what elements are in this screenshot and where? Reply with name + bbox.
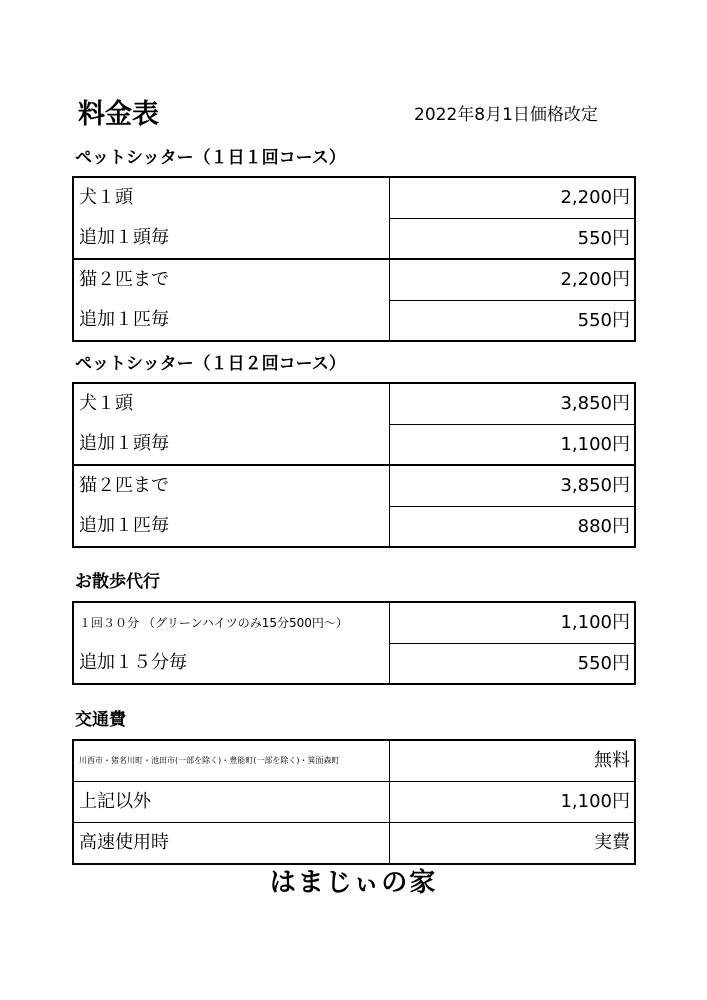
row-label: 川西市・猪名川町・池田市(一部を除く)・豊能町(一部を除く)・箕面森町 [74, 741, 390, 781]
row-price: 550円 [390, 300, 634, 340]
row-label: 猫２匹まで [74, 466, 390, 506]
row-price: 550円 [390, 218, 634, 258]
table-row [74, 300, 634, 340]
table-group-cat [74, 258, 634, 340]
table-row [74, 781, 634, 822]
table-row [74, 178, 634, 218]
page-title: 料金表 [78, 99, 159, 130]
row-price: 3,850円 [560, 393, 630, 414]
table-row [74, 741, 634, 781]
row-label: 追加１頭毎 [74, 218, 390, 258]
section-heading-sitter-twice: ペットシッター（１日２回コース） [75, 354, 346, 374]
section-heading-transport: 交通費 [75, 710, 126, 730]
table-row [74, 466, 634, 506]
row-price: 550円 [390, 643, 634, 683]
row-price: 3,850円 [560, 475, 630, 496]
row-price: 1,100円 [560, 791, 630, 812]
row-label: 追加１匹毎 [74, 300, 390, 340]
table-group-dog [74, 384, 634, 464]
table-row [74, 424, 634, 464]
section-heading-sitter-once: ペットシッター（１日１回コース） [75, 148, 346, 168]
row-price: 1,100円 [390, 424, 634, 464]
row-label: 上記以外 [74, 782, 390, 822]
row-label: 高速使用時 [74, 823, 390, 863]
row-price: 無料 [594, 750, 630, 771]
table-group-transport [74, 741, 634, 863]
row-price: 880円 [390, 506, 634, 546]
price-table-transport [72, 739, 636, 865]
table-row [74, 260, 634, 300]
table-row [74, 643, 634, 683]
table-row [74, 218, 634, 258]
revision-date: 2022年8月1日価格改定 [414, 105, 598, 125]
table-row [74, 603, 634, 643]
row-label: 追加１５分毎 [74, 643, 390, 683]
table-row [74, 384, 634, 424]
table-group-dog [74, 178, 634, 258]
row-label: 犬１頭 [74, 178, 390, 218]
row-label: 猫２匹まで [74, 260, 390, 300]
row-price: 2,200円 [560, 269, 630, 290]
table-group-cat [74, 464, 634, 546]
table-row [74, 506, 634, 546]
table-group-walk [74, 603, 634, 683]
section-heading-walk: お散歩代行 [75, 572, 160, 592]
shop-signature: はまじぃの家 [269, 868, 438, 898]
row-label: 追加１頭毎 [74, 424, 390, 464]
row-price: 1,100円 [560, 612, 630, 633]
row-price: 2,200円 [560, 187, 630, 208]
table-row [74, 822, 634, 863]
price-table-walk [72, 601, 636, 685]
row-label: 追加１匹毎 [74, 506, 390, 546]
price-table-sitter-twice [72, 382, 636, 548]
price-table-sitter-once [72, 176, 636, 342]
row-label: １回３０分 （グリーンハイツのみ15分500円〜） [74, 603, 390, 643]
row-label: 犬１頭 [74, 384, 390, 424]
row-price: 実費 [594, 832, 630, 853]
